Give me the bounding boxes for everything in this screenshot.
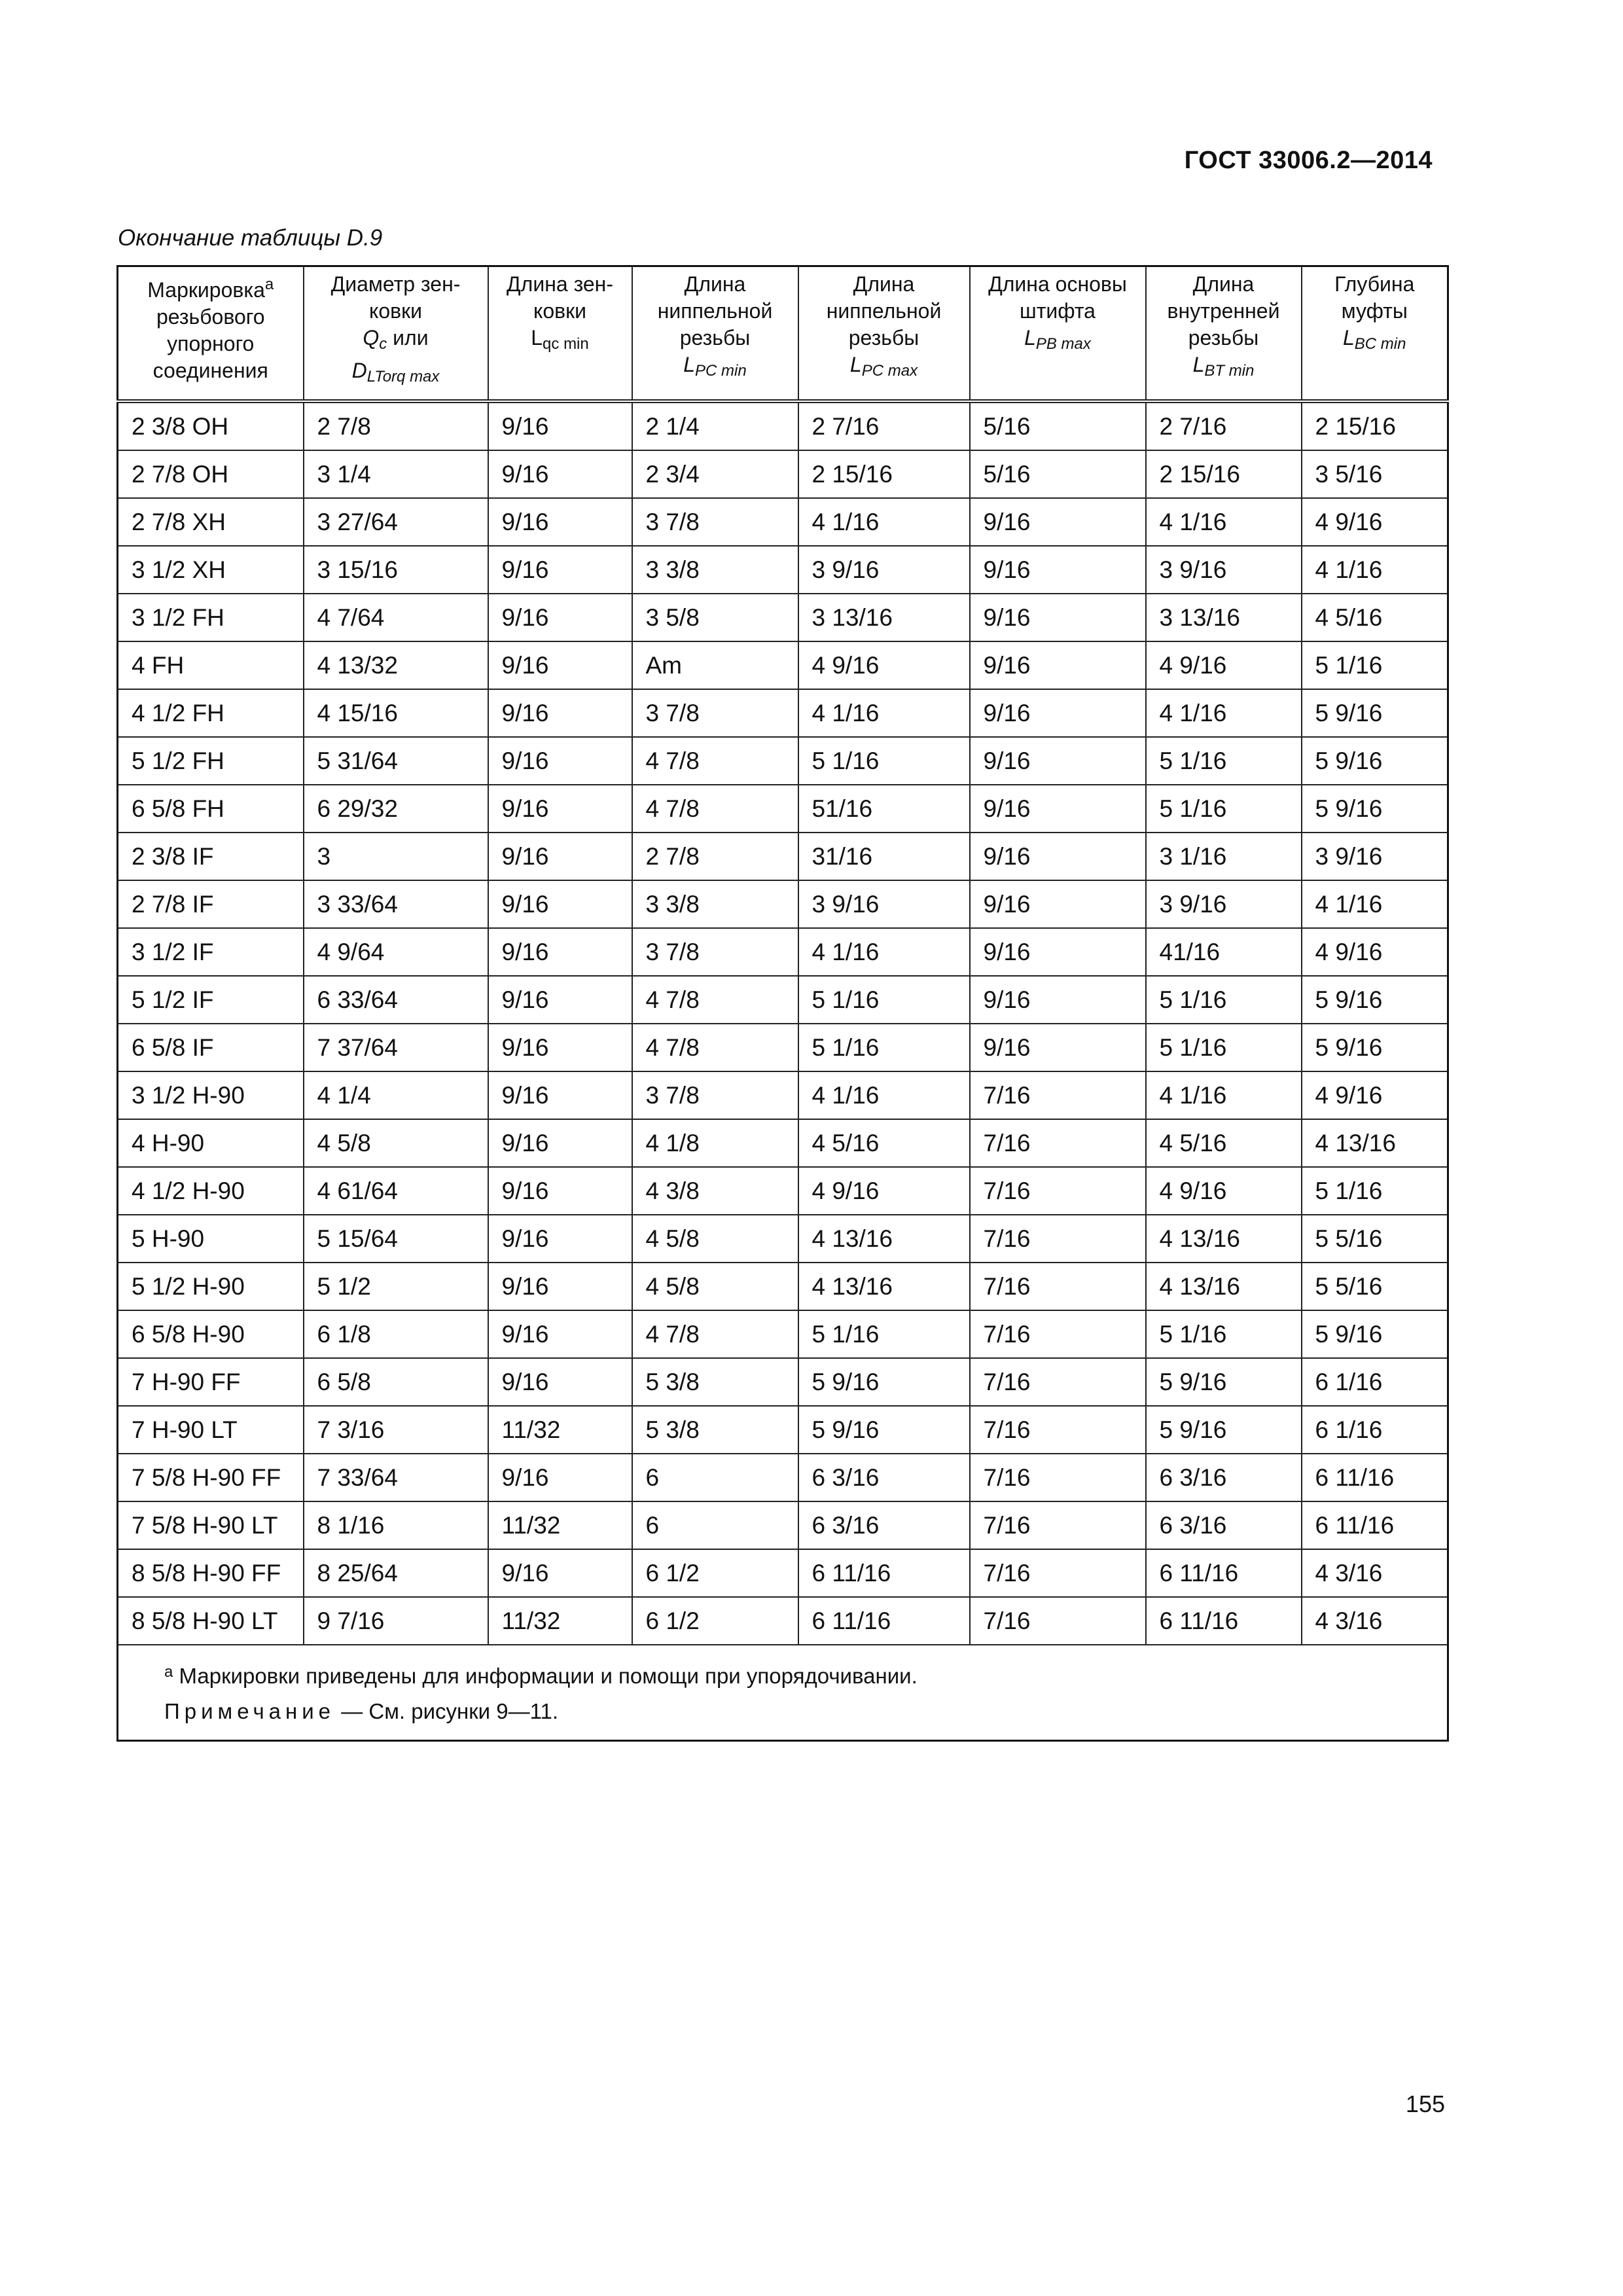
- table-cell: 9/16: [488, 737, 632, 785]
- table-cell: 2 3/4: [632, 450, 798, 498]
- table-cell: 3 9/16: [798, 880, 970, 928]
- table-cell: 2 7/8 XH: [118, 498, 304, 546]
- table-cell: 9/16: [488, 450, 632, 498]
- table-cell: 6 1/2: [632, 1597, 798, 1645]
- table-cell: 9/16: [970, 594, 1146, 641]
- table-row: [118, 594, 1448, 641]
- table-cell: 2 7/8 IF: [118, 880, 304, 928]
- table-cell: 5 9/16: [1146, 1358, 1302, 1406]
- table-cell: 2 15/16: [798, 450, 970, 498]
- table-cell: 4 1/16: [798, 1071, 970, 1119]
- table-cell: 9/16: [970, 498, 1146, 546]
- table-row: [118, 1358, 1448, 1406]
- table-cell: 8 5/8 H-90 FF: [118, 1549, 304, 1597]
- table-cell: 3 5/16: [1302, 450, 1448, 498]
- table-cell: 8 5/8 H-90 LT: [118, 1597, 304, 1645]
- table-cell: 9/16: [970, 833, 1146, 880]
- table-row: [118, 1310, 1448, 1358]
- table-row: [118, 498, 1448, 546]
- table-cell: 5 H-90: [118, 1215, 304, 1263]
- table-cell: 9/16: [488, 1454, 632, 1501]
- table-cell: 6 11/16: [1302, 1501, 1448, 1549]
- table-cell: 5 3/8: [632, 1358, 798, 1406]
- table-cell: 5 5/16: [1302, 1263, 1448, 1310]
- table-cell: 7 H-90 LT: [118, 1406, 304, 1454]
- table-cell: 9/16: [488, 976, 632, 1024]
- table-cell: 5/16: [970, 401, 1146, 450]
- table-cell: 6 5/8 H-90: [118, 1310, 304, 1358]
- table-cell: 3 7/8: [632, 1071, 798, 1119]
- table-cell: 5 1/2 IF: [118, 976, 304, 1024]
- table-cell: 7/16: [970, 1119, 1146, 1167]
- table-cell: 4 1/16: [1302, 546, 1448, 594]
- table-body: [118, 401, 1448, 1645]
- table-cell: 5 1/2 FH: [118, 737, 304, 785]
- table-cell: 7/16: [970, 1549, 1146, 1597]
- table-cell: 3 1/2 H-90: [118, 1071, 304, 1119]
- table-cell: 4 1/16: [798, 928, 970, 976]
- table-cell: 7/16: [970, 1310, 1146, 1358]
- table-cell: 5 1/16: [798, 1024, 970, 1071]
- table-cell: 5 1/16: [1146, 1024, 1302, 1071]
- table-cell: 7 5/8 H-90 FF: [118, 1454, 304, 1501]
- table-cell: 4 3/8: [632, 1167, 798, 1215]
- table-cell: 5 9/16: [1302, 785, 1448, 833]
- table-cell: 3 1/4: [304, 450, 488, 498]
- table-cell: 7/16: [970, 1071, 1146, 1119]
- table-cell: 5 5/16: [1302, 1215, 1448, 1263]
- table-cell: 3 1/2 IF: [118, 928, 304, 976]
- table-cell: 9/16: [970, 976, 1146, 1024]
- table-cell: 4 1/16: [1146, 498, 1302, 546]
- table-cell: 2 15/16: [1146, 450, 1302, 498]
- col-header-pin-base-length: Длина основы штифта $L_{PB max}$: [970, 266, 1146, 402]
- table-cell: 9/16: [488, 1024, 632, 1071]
- table-cell: 6 3/16: [798, 1454, 970, 1501]
- table-cell: 3 9/16: [1146, 880, 1302, 928]
- table-cell: 5 1/16: [1302, 641, 1448, 689]
- table-cell: 2 7/8 OH: [118, 450, 304, 498]
- table-cell: 4 61/64: [304, 1167, 488, 1215]
- table-cell: 9/16: [488, 1358, 632, 1406]
- col-header-counterbore-diameter: Диаметр зен-ковки $Q_c$ или $D_{LTorq max}$: [304, 266, 488, 402]
- table-cell: 7/16: [970, 1358, 1146, 1406]
- table-cell: 3 1/2 XH: [118, 546, 304, 594]
- table-cell: 5 9/16: [1302, 689, 1448, 737]
- table-cell: 9/16: [488, 1263, 632, 1310]
- table-cell: 2 7/8: [632, 833, 798, 880]
- table-row: [118, 1167, 1448, 1215]
- table-cell: 9/16: [970, 785, 1146, 833]
- table-cell: 4 H-90: [118, 1119, 304, 1167]
- table-cell: 9/16: [970, 1024, 1146, 1071]
- table-cell: 6 1/8: [304, 1310, 488, 1358]
- table-cell: 3 1/16: [1146, 833, 1302, 880]
- table-cell: 4 FH: [118, 641, 304, 689]
- table-cell: 8 25/64: [304, 1549, 488, 1597]
- table-cell: 4 1/2 FH: [118, 689, 304, 737]
- table-cell: 9/16: [488, 401, 632, 450]
- table-cell: 4 1/16: [1146, 1071, 1302, 1119]
- table-cell: 6 33/64: [304, 976, 488, 1024]
- table-cell: 2 1/4: [632, 401, 798, 450]
- table-row: [118, 1024, 1448, 1071]
- table-row: [118, 641, 1448, 689]
- table-cell: 41/16: [1146, 928, 1302, 976]
- table-cell: 6 3/16: [798, 1501, 970, 1549]
- table-cell: 3 3/8: [632, 546, 798, 594]
- table-row: [118, 1263, 1448, 1310]
- table-cell: 4 5/8: [304, 1119, 488, 1167]
- table-cell: 5 9/16: [1146, 1406, 1302, 1454]
- table-cell: 4 9/16: [798, 641, 970, 689]
- table-cell: 4 9/16: [1302, 928, 1448, 976]
- table-cell: 6 11/16: [798, 1549, 970, 1597]
- table-cell: 5 9/16: [1302, 737, 1448, 785]
- table-cell: 2 7/16: [1146, 401, 1302, 450]
- table-cell: 4 5/16: [1302, 594, 1448, 641]
- table-cell: 9/16: [488, 594, 632, 641]
- table-cell: 9/16: [488, 1549, 632, 1597]
- table-cell: 5 9/16: [798, 1358, 970, 1406]
- table-cell: 6 5/8 IF: [118, 1024, 304, 1071]
- table-cell: 9/16: [488, 1071, 632, 1119]
- table-cell: 7/16: [970, 1597, 1146, 1645]
- table-cell: 6: [632, 1501, 798, 1549]
- table-cell: 3 3/8: [632, 880, 798, 928]
- table-cell: 4 7/8: [632, 737, 798, 785]
- data-table: [116, 265, 1449, 1742]
- table-cell: 5 1/16: [798, 737, 970, 785]
- table-cell: 7/16: [970, 1215, 1146, 1263]
- table-cell: 7 5/8 H-90 LT: [118, 1501, 304, 1549]
- table-cell: 9/16: [970, 737, 1146, 785]
- table-cell: 7 33/64: [304, 1454, 488, 1501]
- page-number: 155: [1405, 2090, 1445, 2117]
- table-cell: 9/16: [970, 928, 1146, 976]
- table-cell: 3 9/16: [798, 546, 970, 594]
- table-cell: 5 9/16: [1302, 1310, 1448, 1358]
- table-cell: 4 9/16: [1146, 641, 1302, 689]
- table-cell: 3 15/16: [304, 546, 488, 594]
- table-cell: 9/16: [970, 641, 1146, 689]
- table-cell: 5 1/16: [798, 1310, 970, 1358]
- table-cell: 6 3/16: [1146, 1454, 1302, 1501]
- col-header-counterbore-length: Длина зен-ковки Lqc min: [488, 266, 632, 402]
- table-cell: 5 1/16: [1146, 1310, 1302, 1358]
- table-cell: 7/16: [970, 1454, 1146, 1501]
- table-cell: 3 5/8: [632, 594, 798, 641]
- table-cell: 7/16: [970, 1501, 1146, 1549]
- table-row: [118, 833, 1448, 880]
- table-cell: 3: [304, 833, 488, 880]
- table-cell: 4 13/16: [1302, 1119, 1448, 1167]
- table-cell: Am: [632, 641, 798, 689]
- table-cell: 9/16: [488, 498, 632, 546]
- table-cell: 4 7/8: [632, 976, 798, 1024]
- col-header-box-depth: Глубина муфты $L_{BC min}$: [1302, 266, 1448, 402]
- table-cell: 4 1/16: [1302, 880, 1448, 928]
- table-cell: 5 1/2 H-90: [118, 1263, 304, 1310]
- table-cell: 6 5/8: [304, 1358, 488, 1406]
- table-cell: 31/16: [798, 833, 970, 880]
- table-cell: 5 1/16: [1146, 785, 1302, 833]
- table-cell: 4 9/16: [798, 1167, 970, 1215]
- table-row: [118, 1597, 1448, 1645]
- table-cell: 5 9/16: [1302, 1024, 1448, 1071]
- table-cell: 5 15/64: [304, 1215, 488, 1263]
- table-cell: 5 9/16: [798, 1406, 970, 1454]
- table-cell: 9/16: [488, 1215, 632, 1263]
- table-cell: 9/16: [970, 689, 1146, 737]
- table-cell: 4 9/16: [1146, 1167, 1302, 1215]
- table-cell: 9/16: [488, 689, 632, 737]
- table-cell: 4 3/16: [1302, 1597, 1448, 1645]
- table-cell: 4 1/2 H-90: [118, 1167, 304, 1215]
- table-cell: 6 11/16: [1146, 1597, 1302, 1645]
- table-cell: 7/16: [970, 1167, 1146, 1215]
- table-cell: 3 33/64: [304, 880, 488, 928]
- table-cell: 4 1/16: [798, 689, 970, 737]
- table-cell: 2 3/8 IF: [118, 833, 304, 880]
- table-cell: 6 1/16: [1302, 1406, 1448, 1454]
- table-cell: 5 9/16: [1302, 976, 1448, 1024]
- table-cell: 9/16: [970, 546, 1146, 594]
- table-cell: 5/16: [970, 450, 1146, 498]
- table-cell: 4 1/4: [304, 1071, 488, 1119]
- table-row: [118, 785, 1448, 833]
- table-cell: 4 9/64: [304, 928, 488, 976]
- table-cell: 4 9/16: [1302, 1071, 1448, 1119]
- table-row: [118, 928, 1448, 976]
- table-cell: 7 3/16: [304, 1406, 488, 1454]
- table-cell: 4 9/16: [1302, 498, 1448, 546]
- table-cell: 9/16: [488, 1310, 632, 1358]
- table-row: [118, 689, 1448, 737]
- table-cell: 4 13/16: [1146, 1263, 1302, 1310]
- table-caption: Окончание таблицы D.9: [118, 225, 383, 251]
- table-cell: 9/16: [488, 880, 632, 928]
- table-cell: 9/16: [488, 785, 632, 833]
- table-cell: 6 5/8 FH: [118, 785, 304, 833]
- table-cell: 7 H-90 FF: [118, 1358, 304, 1406]
- table-cell: 5 3/8: [632, 1406, 798, 1454]
- table-cell: 6: [632, 1454, 798, 1501]
- table-cell: 2 15/16: [1302, 401, 1448, 450]
- table-cell: 3 7/8: [632, 928, 798, 976]
- table-cell: 9/16: [488, 641, 632, 689]
- table-cell: 7 37/64: [304, 1024, 488, 1071]
- table-cell: 3 7/8: [632, 498, 798, 546]
- table-row: [118, 1549, 1448, 1597]
- table-row: [118, 546, 1448, 594]
- table-cell: 3 7/8: [632, 689, 798, 737]
- table-row: [118, 1215, 1448, 1263]
- table-cell: 9/16: [488, 928, 632, 976]
- table-row: [118, 880, 1448, 928]
- table-cell: 4 13/32: [304, 641, 488, 689]
- table-cell: 3 9/16: [1302, 833, 1448, 880]
- table-cell: 3 1/2 FH: [118, 594, 304, 641]
- table-cell: 4 5/8: [632, 1215, 798, 1263]
- table-cell: 4 5/8: [632, 1263, 798, 1310]
- table-cell: 6 11/16: [1302, 1454, 1448, 1501]
- table-cell: 4 13/16: [1146, 1215, 1302, 1263]
- table-cell: 7/16: [970, 1406, 1146, 1454]
- col-header-box-thread-length: Длина внутренней резьбы $L_{BT min}$: [1146, 266, 1302, 402]
- table-cell: 5 1/2: [304, 1263, 488, 1310]
- table-row: [118, 1071, 1448, 1119]
- table-cell: 4 7/8: [632, 1024, 798, 1071]
- footnote: $^a$ Маркировки приведены для информации и помощи при упорядочивании.: [164, 1663, 918, 1688]
- table-cell: 4 1/16: [1146, 689, 1302, 737]
- table-cell: 9/16: [970, 880, 1146, 928]
- table-cell: 4 1/8: [632, 1119, 798, 1167]
- table-cell: 3 13/16: [1146, 594, 1302, 641]
- table-cell: 5 1/16: [798, 976, 970, 1024]
- table-cell: 4 1/16: [798, 498, 970, 546]
- table-cell: 9 7/16: [304, 1597, 488, 1645]
- table-cell: 9/16: [488, 546, 632, 594]
- table-cell: 4 13/16: [798, 1215, 970, 1263]
- table-cell: 2 7/8: [304, 401, 488, 450]
- table-cell: 51/16: [798, 785, 970, 833]
- table-cell: 5 1/16: [1302, 1167, 1448, 1215]
- table-row: [118, 450, 1448, 498]
- standard-designation: ГОСТ 33006.2—2014: [1184, 147, 1433, 174]
- table-cell: 3 27/64: [304, 498, 488, 546]
- table-cell: 4 13/16: [798, 1263, 970, 1310]
- table-cell: 2 3/8 OH: [118, 401, 304, 450]
- note: Примечание — См. рисунки 9—11.: [164, 1699, 559, 1723]
- table-cell: 4 7/8: [632, 1310, 798, 1358]
- table-cell: 6 3/16: [1146, 1501, 1302, 1549]
- table-notes: [118, 1645, 1448, 1741]
- col-header-pin-thread-length-max: Длина ниппельной резьбы $L_{PC max}$: [798, 266, 970, 402]
- table-cell: 9/16: [488, 1119, 632, 1167]
- table-row: [118, 737, 1448, 785]
- table-row: [118, 1406, 1448, 1454]
- table-cell: 4 5/16: [1146, 1119, 1302, 1167]
- table-row: [118, 401, 1448, 450]
- table-cell: 5 1/16: [1146, 737, 1302, 785]
- table-cell: 4 15/16: [304, 689, 488, 737]
- table-cell: 6 11/16: [1146, 1549, 1302, 1597]
- table-cell: 8 1/16: [304, 1501, 488, 1549]
- table-cell: 4 7/8: [632, 785, 798, 833]
- table-cell: 4 3/16: [1302, 1549, 1448, 1597]
- table-cell: 6 29/32: [304, 785, 488, 833]
- table-cell: 9/16: [488, 1167, 632, 1215]
- table-cell: 6 1/16: [1302, 1358, 1448, 1406]
- table-row: [118, 1454, 1448, 1501]
- table-cell: 7/16: [970, 1263, 1146, 1310]
- table-cell: 9/16: [488, 833, 632, 880]
- table-cell: 11/32: [488, 1406, 632, 1454]
- table-cell: 3 13/16: [798, 594, 970, 641]
- table-header-row: [118, 266, 1448, 402]
- table-row: [118, 1501, 1448, 1549]
- table-cell: 11/32: [488, 1597, 632, 1645]
- data-table-container: [116, 265, 1447, 1742]
- table-cell: 6 11/16: [798, 1597, 970, 1645]
- col-header-marking: Маркировка$^a$ резьбового упорного соединения: [118, 266, 304, 402]
- table-cell: 6 1/2: [632, 1549, 798, 1597]
- table-row: [118, 976, 1448, 1024]
- table-cell: 2 7/16: [798, 401, 970, 450]
- table-cell: 5 31/64: [304, 737, 488, 785]
- table-cell: 5 1/16: [1146, 976, 1302, 1024]
- table-cell: 11/32: [488, 1501, 632, 1549]
- table-row: [118, 1119, 1448, 1167]
- table-cell: 3 9/16: [1146, 546, 1302, 594]
- table-cell: 4 5/16: [798, 1119, 970, 1167]
- col-header-pin-thread-length-min: Длина ниппельной резьбы $L_{PC min}$: [632, 266, 798, 402]
- table-notes-row: [118, 1645, 1448, 1741]
- table-cell: 4 7/64: [304, 594, 488, 641]
